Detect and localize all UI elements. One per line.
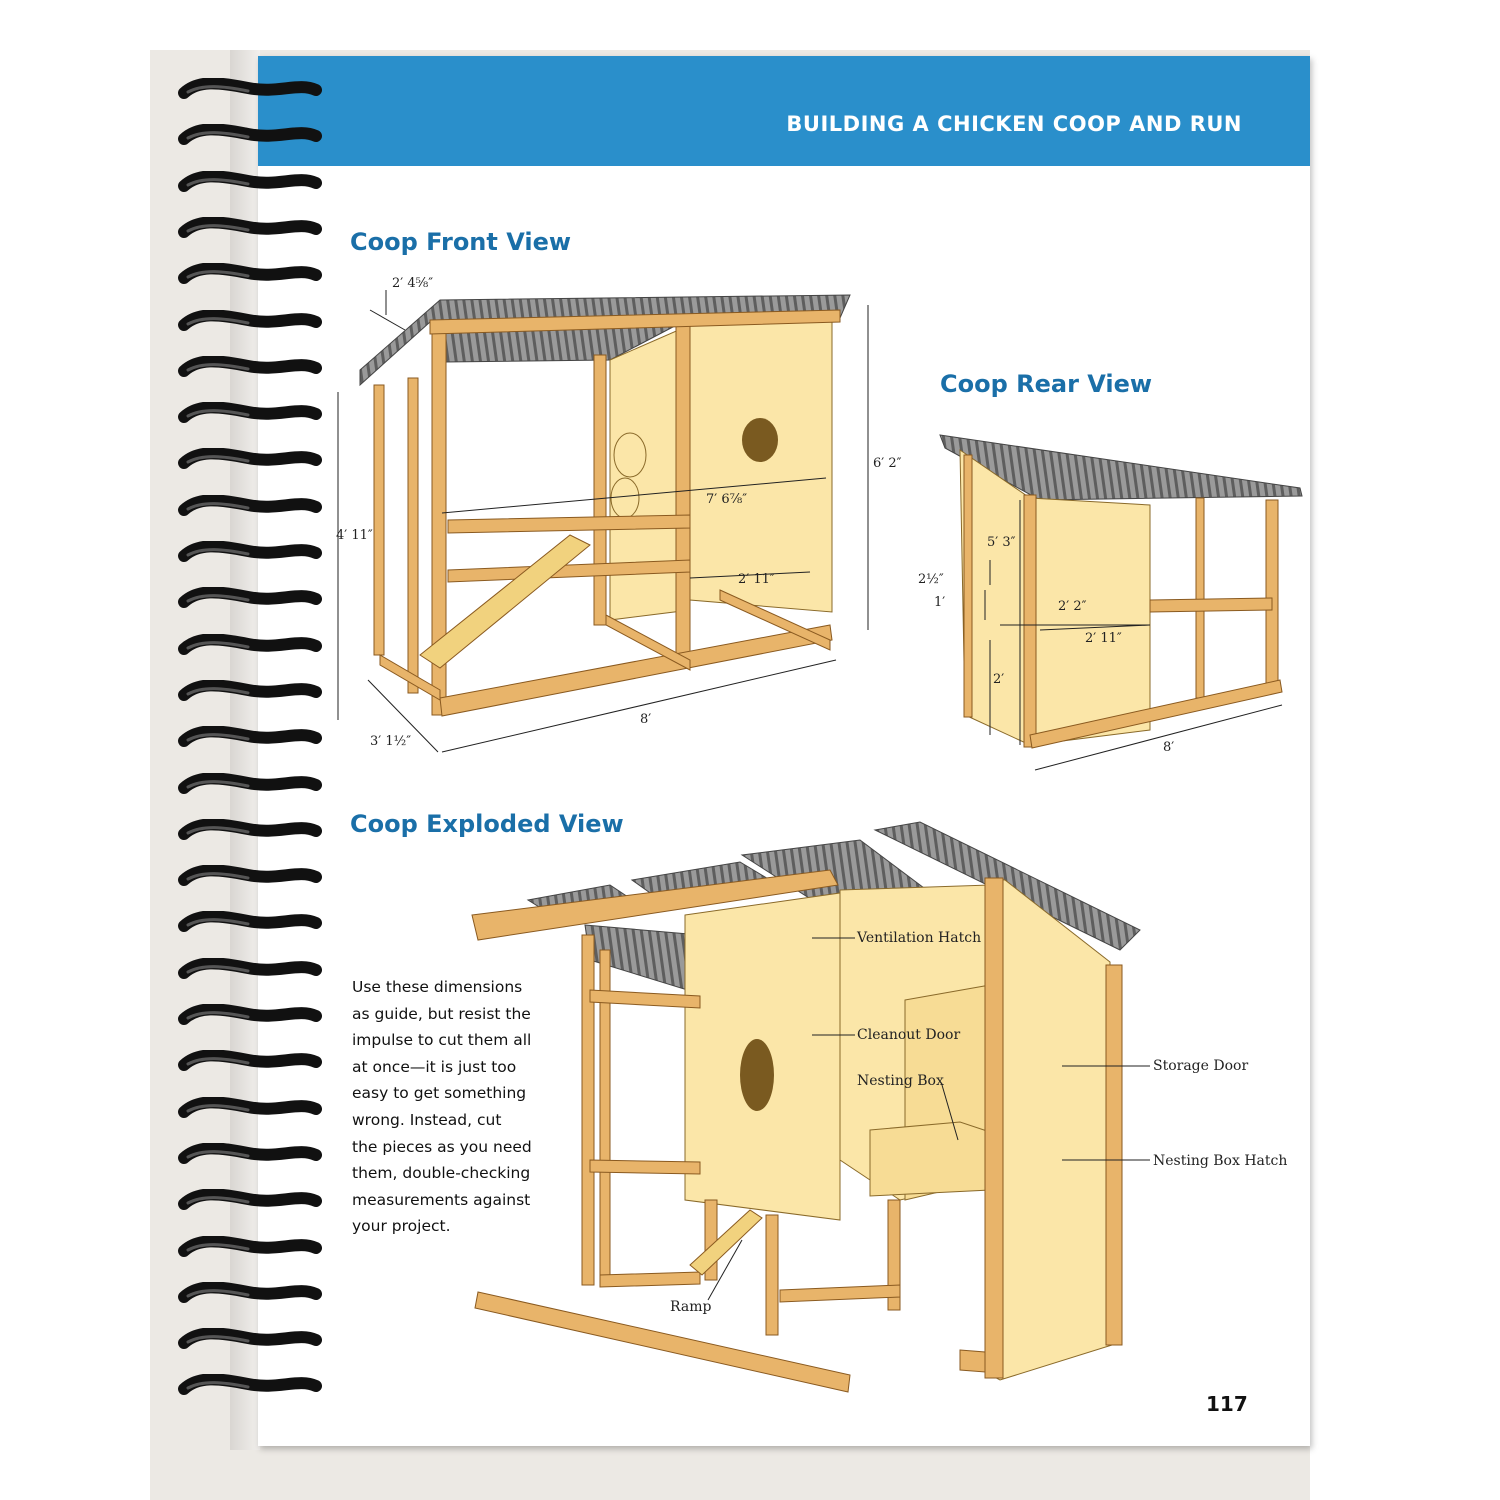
rear-back-panel [1030,498,1150,745]
body-line: Use these dimensions [352,978,523,996]
exploded-nesting-box [870,1122,990,1196]
rear-dim-upper-height: 5′ 3″ [987,535,1016,550]
front-dim-door-width: 2′ 11″ [738,572,775,587]
front-nest-hole [742,418,778,462]
body-line: measurements against [352,1190,531,1209]
front-dim-height-total: 6′ 2″ [873,456,902,471]
body-line: wrong. Instead, cut [352,1110,502,1129]
label-cleanout-door: Cleanout Door [857,1027,961,1043]
body-line: your project. [352,1217,451,1236]
exploded-right-panel [985,878,1112,1380]
label-ramp: Ramp [670,1299,712,1315]
body-line: the pieces as you need [352,1137,532,1156]
front-dim-height-left: 4′ 11″ [336,528,373,543]
section-title-exploded: Coop Exploded View [350,810,624,838]
front-dim-inner-width: 7′ 6⁷⁄₈″ [706,492,748,507]
body-line: at once—it is just too [352,1057,517,1076]
rear-dim-lower-height: 2′ [993,672,1005,687]
rear-dim-length: 8′ [1163,740,1175,755]
front-dim-top-overhang: 2′ 4⁵⁄₈″ [392,276,434,291]
body-line: impulse to cut them all [352,1031,532,1050]
label-ventilation-hatch: Ventilation Hatch [857,930,982,946]
rear-dim-panel-width: 2′ 11″ [1085,631,1122,646]
body-line: easy to get something [352,1084,527,1103]
header-title: BUILDING A CHICKEN COOP AND RUN [786,112,1242,136]
label-nesting-box: Nesting Box [857,1073,944,1089]
label-storage-door: Storage Door [1153,1058,1249,1074]
page-number: 117 [1206,1392,1248,1416]
section-title-front: Coop Front View [350,228,572,256]
exploded-ramp [690,1210,762,1275]
section-title-rear: Coop Rear View [940,370,1153,398]
rear-dim-hatch-height: 2′ 2″ [1058,599,1087,614]
front-dim-length: 8′ [640,712,652,727]
rear-dim-gap-one: 1′ [934,595,946,610]
front-end-panel [690,318,832,612]
label-nesting-box-hatch: Nesting Box Hatch [1153,1153,1288,1169]
body-line: them, double-checking [352,1164,531,1183]
body-line: as guide, but resist the [352,1004,531,1023]
rear-dim-gap-small: 2½″ [918,572,944,587]
exploded-nest-hole [740,1039,774,1111]
front-dim-depth: 3′ 1½″ [370,734,412,749]
